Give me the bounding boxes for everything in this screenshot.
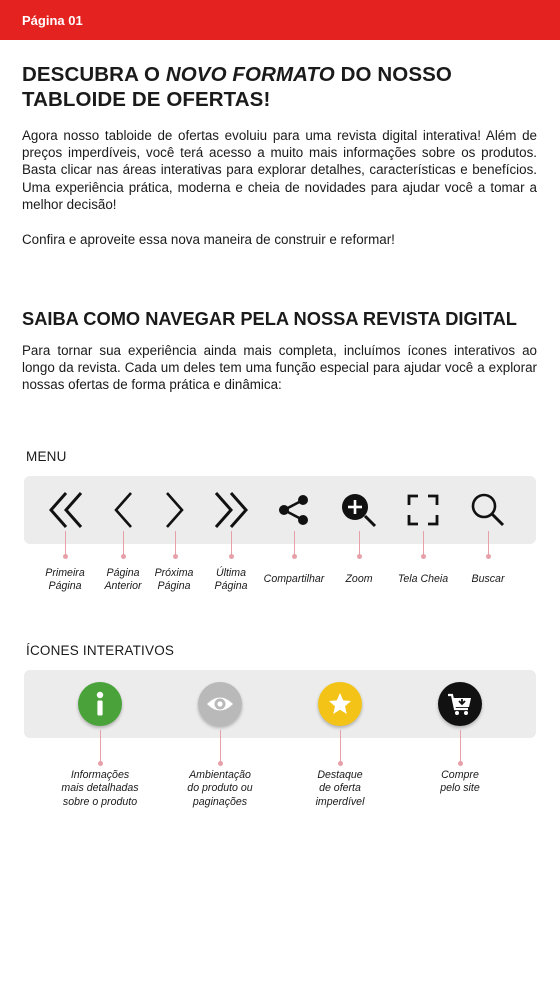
intro-title [22,62,542,112]
cart-icon[interactable] [438,682,482,726]
interactive-icons-panel [24,670,536,738]
icon-caption-cart: Compre pelo site [440,769,480,795]
menu-caption-previous-page: Página Anterior [104,567,142,593]
fullscreen-icon[interactable] [407,494,439,526]
pointer-line [488,531,489,557]
previous-page-icon[interactable] [113,491,133,529]
icon-caption-star: Destaque de oferta imperdível [315,769,365,808]
menu-caption-next-page: Próxima Página [154,567,194,593]
pointer-line [175,531,176,557]
icon-caption-info: Informações mais detalhadas sobre o produto [61,769,139,808]
intro-title-end: DO NOSSO TABLOIDE DE OFERTAS! [22,63,452,111]
share-icon[interactable] [277,494,311,526]
menu-toolbar [24,476,536,544]
guide-heading: SAIBA COMO NAVEGAR PELA NOSSA REVISTA DIGITAL [22,308,517,329]
info-icon[interactable] [78,682,122,726]
pointer-line [100,730,101,764]
menu-caption-share: Compartilhar [263,573,325,585]
pointer-line [65,531,66,557]
pointer-line [220,730,221,764]
first-page-icon[interactable] [49,491,83,529]
guide-paragraph: Para tornar sua experiência ainda mais completa, incluímos ícones interativos ao longo da revista. Cada um deles tem uma função especial para ajudar você a explorar nossas ofertas de forma prática e dinâmica: [22,343,537,393]
pointer-line [423,531,424,557]
page-number-label: Página 01 [22,13,83,28]
intro-title-start: DESCUBRA O [22,63,166,86]
last-page-icon[interactable] [214,491,248,529]
interactive-icons-label: ÍCONES INTERATIVOS [26,643,175,658]
menu-caption-search: Buscar [471,573,505,585]
top-bar [0,0,560,40]
icon-caption-eye: Ambientação do produto ou paginações [187,769,253,808]
eye-icon[interactable] [198,682,242,726]
pointer-line [231,531,232,557]
pointer-line [123,531,124,557]
pointer-line [359,531,360,557]
menu-caption-fullscreen: Tela Cheia [397,573,449,585]
intro-paragraph: Agora nosso tabloide de ofertas evoluiu para uma revista digital interativa! Além de preços imperdíveis, você terá acesso a muito mais informações sobre os produtos. Basta clicar nas áreas interativas para explorar detalhes, características e benefícios. Uma experiência prática, moderna e cheia de novidades para ajudar você a tomar a melhor decisão! [22,128,537,212]
intro-title-highlight: NOVO FORMATO [165,63,335,86]
pointer-line [294,531,295,557]
next-page-icon[interactable] [165,491,185,529]
pointer-line [340,730,341,764]
pointer-line [460,730,461,764]
menu-caption-last-page: Última Página [214,567,248,593]
zoom-in-icon[interactable] [340,492,378,528]
intro-closing: Confira e aproveite essa nova maneira de construir e reformar! [22,232,395,247]
menu-caption-zoom: Zoom [345,573,373,585]
search-icon[interactable] [470,492,506,528]
star-icon[interactable] [318,682,362,726]
menu-section-label: MENU [26,449,67,464]
menu-caption-first-page: Primeira Página [45,567,85,593]
